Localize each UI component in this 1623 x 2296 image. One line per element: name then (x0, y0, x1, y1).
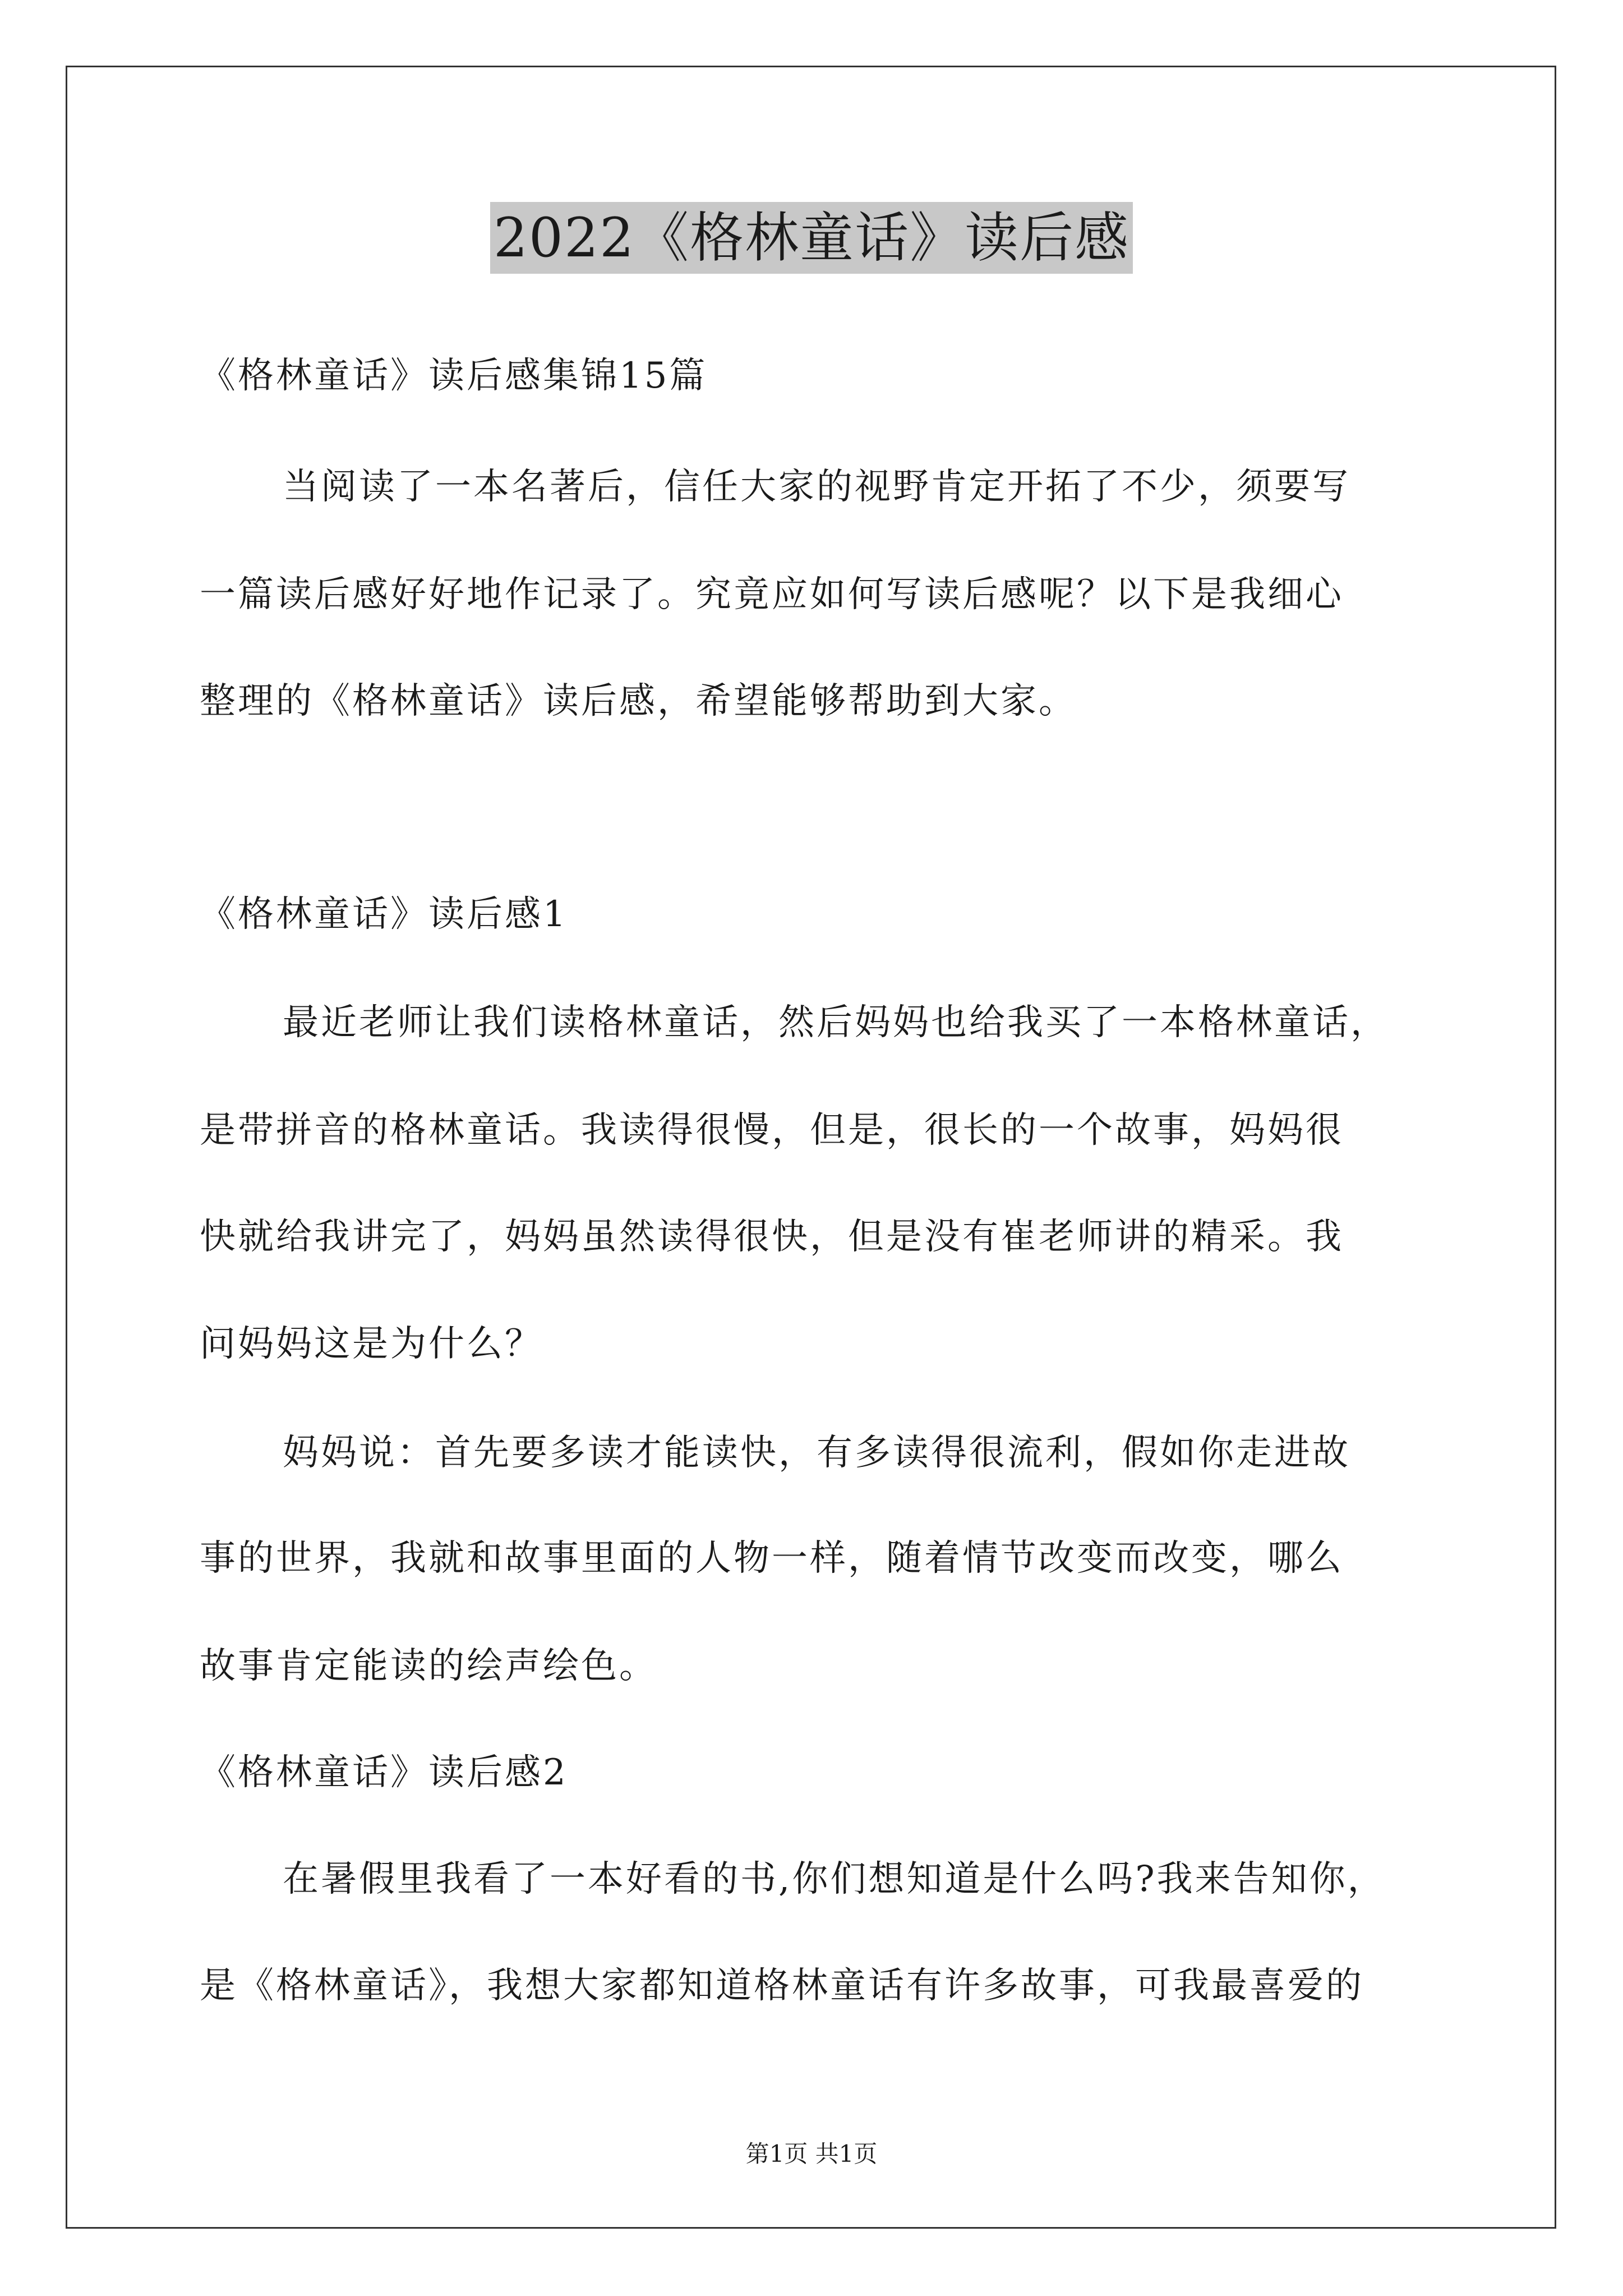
intro-line-1: 当阅读了一本名著后，信任大家的视野肯定开拓了不少，须要写 (283, 466, 1350, 508)
paragraph-line: 是《格林童话》，我想大家都知道格林童话有许多故事，可我最喜爱的 (200, 1965, 1364, 2007)
paragraph-line: 快就给我讲完了，妈妈虽然读得很快，但是没有崔老师讲的精采。我 (200, 1216, 1344, 1258)
paragraph-line: 故事肯定能读的绘声绘色。 (200, 1645, 657, 1687)
title-container (0, 202, 1623, 274)
subtitle-line: 《格林童话》读后感集锦15篇 (200, 355, 708, 397)
section-heading-1: 《格林童话》读后感1 (200, 894, 568, 935)
paragraph-line: 在暑假里我看了一本好看的书,你们想知道是什么吗?我来告知你， (283, 1858, 1386, 1900)
paragraph-line: 事的世界，我就和故事里面的人物一样，随着情节改变而改变，哪么 (200, 1538, 1344, 1579)
paragraph-line: 问妈妈这是为什么？ (200, 1323, 543, 1365)
page-footer: 第1页 共1页 (745, 2140, 878, 2168)
document-title: 2022《格林童话》读后感 (490, 202, 1133, 274)
paragraph-line: 是带拼音的格林童话。我读得很慢，但是，很长的一个故事，妈妈很 (200, 1110, 1344, 1151)
intro-line-2: 一篇读后感好好地作记录了。究竟应如何写读后感呢？以下是我细心 (200, 574, 1344, 615)
paragraph-line: 妈妈说：首先要多读才能读快，有多读得很流利，假如你走进故 (283, 1432, 1350, 1474)
paragraph-line: 最近老师让我们读格林童话，然后妈妈也给我买了一本格林童话， (283, 1002, 1389, 1043)
section-heading-2: 《格林童话》读后感2 (200, 1752, 568, 1793)
intro-line-3: 整理的《格林童话》读后感，希望能够帮助到大家。 (200, 680, 1077, 722)
